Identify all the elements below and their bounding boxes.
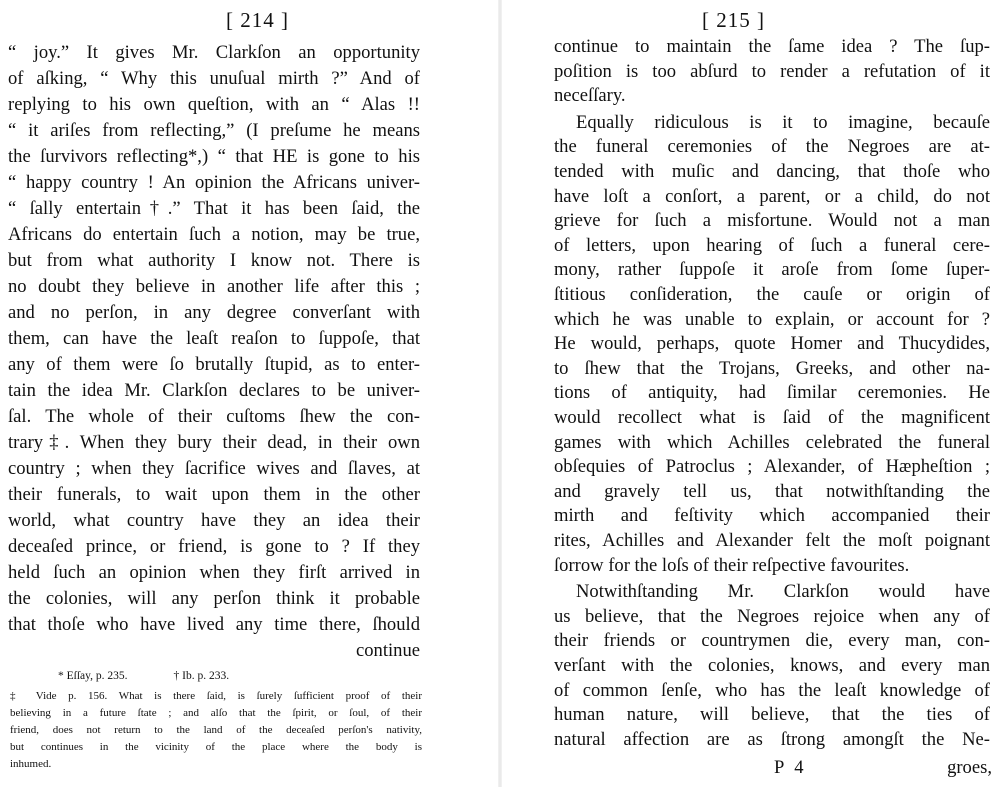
text-line: their funerals, to wait upon them in the other bbox=[8, 484, 420, 505]
footnote-row bbox=[58, 670, 229, 682]
text-line: held ſuch an opinion when they firſt arrived in bbox=[8, 562, 420, 583]
signature-mark: P 4 bbox=[774, 757, 807, 778]
text-line: and no perſon, in any degree converſant with bbox=[8, 302, 420, 323]
text-line: country ; when they ſacrifice wives and ſlaves, at bbox=[8, 458, 420, 479]
text-line: no doubt they believe in another life after this ; bbox=[8, 276, 420, 297]
text-line: of common ſenſe, who has the leaſt knowledge of bbox=[554, 679, 990, 701]
text-line: He would, perhaps, quote Homer and Thucydides, bbox=[554, 333, 990, 355]
text-line: “ joy.” It gives Mr. Clarkſon an opportunity bbox=[8, 42, 420, 63]
text-line: human nature, will believe, that the ties of bbox=[554, 704, 990, 726]
text-line: them, can have the leaſt reaſon to ſuppoſe, that bbox=[8, 328, 420, 349]
text-line: tended with muſic and dancing, that thoſe who bbox=[554, 161, 990, 182]
text-line: rites, Achilles and Alexander felt the moſt poignant bbox=[554, 530, 990, 551]
footnote-line: friend, does not return to the land of the deceaſed perſon's nativity, bbox=[10, 724, 422, 736]
footnote-ib: † Ib. p. 233. bbox=[173, 670, 230, 682]
text-line: neceſſary. bbox=[554, 85, 626, 107]
text-line: “ ſally entertain†.” That it has been ſaid, the bbox=[8, 198, 420, 219]
text-line: deceaſed prince, or friend, is gone to ? If they bbox=[8, 536, 420, 557]
text-line: to ſhew that the Trojans, Greeks, and other na- bbox=[554, 357, 990, 379]
text-line: world, what country have they an idea their bbox=[8, 510, 420, 531]
text-line: “ it ariſes from reflecting,” (I preſume he means bbox=[8, 120, 420, 141]
text-line: their friends or countrymen die, every man, con- bbox=[554, 630, 990, 652]
footnote-line: inhumed. bbox=[10, 758, 52, 770]
text-line: Notwithſtanding Mr. Clarkſon would have bbox=[576, 581, 990, 603]
footnote-line: but continues in the vicinity of the place where the body is bbox=[10, 741, 422, 753]
text-line: tions of antiquity, had ſimilar ceremonies. He bbox=[554, 382, 990, 404]
text-line: mony, rather ſuppoſe it aroſe from ſome ſuper- bbox=[554, 259, 990, 281]
text-line: would recollect what is ſaid of the magnificent bbox=[554, 407, 990, 428]
text-line: “ happy country ! An opinion the Africans univer- bbox=[8, 172, 420, 193]
right-page bbox=[500, 0, 1000, 787]
text-line: grieve for ſuch a misfortune. Would not a man bbox=[554, 210, 990, 232]
text-line: obſequies of Patroclus ; Alexander, of Hæpheſtion ; bbox=[554, 456, 990, 478]
text-line: mirth and feſtivity which accompanied their bbox=[554, 505, 990, 527]
text-line: Africans do entertain ſuch a notion, may be true, bbox=[8, 224, 420, 245]
text-line: verſant with the colonies, knows, and every man bbox=[554, 655, 990, 676]
footnote-line: ‡ Vide p. 156. What is there ſaid, is ſurely ſufficient proof of their bbox=[10, 690, 422, 702]
text-line: that thoſe who have lived any time there, ſhould bbox=[8, 614, 420, 635]
text-line: Equally ridiculous is it to imagine, becauſe bbox=[576, 111, 990, 133]
text-line: the colonies, will any perſon think it probable bbox=[8, 588, 420, 609]
text-line: us believe, that the Negroes rejoice when any of bbox=[554, 605, 990, 627]
text-line: ſtitious conſideration, the cauſe or origin of bbox=[554, 284, 990, 305]
text-line: of aſking, “ Why this unuſual mirth ?” And of bbox=[8, 68, 420, 89]
text-line: ſorrow for the loſs of their reſpective favourites. bbox=[554, 554, 910, 576]
footnote-line: believing in a future ſtate ; and alſo that the ſpirit, or ſoul, of their bbox=[10, 707, 422, 719]
text-line: the funeral ceremonies of the Negroes are at- bbox=[554, 136, 990, 158]
footnote-essay: * Eſſay, p. 235. bbox=[58, 670, 128, 682]
text-line: natural affection are as ſtrong amongſt the Ne- bbox=[554, 728, 990, 750]
text-line: trary‡. When they bury their dead, in their own bbox=[8, 432, 420, 453]
text-line: the ſurvivors reflecting*,) “ that HE is gone to his bbox=[8, 146, 420, 167]
catchword: groes, bbox=[947, 757, 992, 778]
text-line: continue to maintain the ſame idea ? The ſup- bbox=[554, 36, 990, 57]
text-line: have loſt a conſort, a parent, or a child, do not bbox=[554, 185, 990, 207]
text-line: tain the idea Mr. Clarkſon declares to be univer- bbox=[8, 380, 420, 401]
text-line: but from what authority I know not. There is bbox=[8, 250, 420, 271]
text-line: any of them were ſo brutally ſtupid, as to enter- bbox=[8, 354, 420, 375]
page-number: [ 215 ] bbox=[702, 8, 765, 32]
text-line: ſal. The whole of their cuſtoms ſhew the con- bbox=[8, 406, 420, 427]
catchword: continue bbox=[355, 640, 420, 661]
text-line: games with which Achilles celebrated the funeral bbox=[554, 431, 990, 453]
text-line: replying to his own queſtion, with an “ Alas !! bbox=[8, 94, 420, 115]
text-line: and gravely tell us, that notwithſtanding the bbox=[554, 480, 990, 502]
text-line: of letters, upon hearing of ſuch a funeral cere- bbox=[554, 234, 990, 256]
text-line: which he was unable to explain, or account for ? bbox=[554, 308, 990, 330]
page-number: [ 214 ] bbox=[226, 8, 289, 32]
text-line: poſition is too abſurd to render a refutation of it bbox=[554, 60, 990, 82]
